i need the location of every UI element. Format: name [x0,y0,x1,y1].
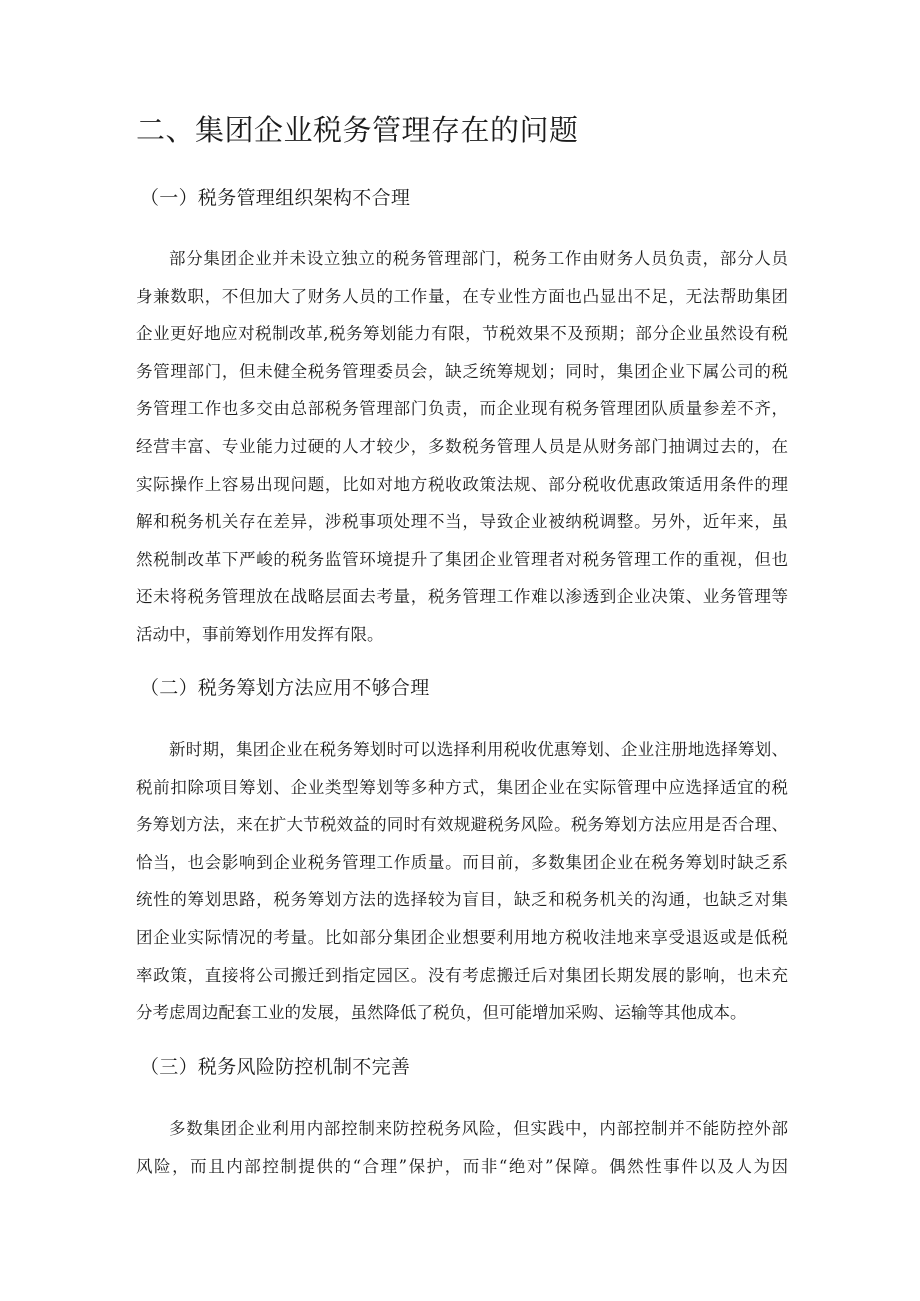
paragraph-line: 新时期，集团企业在税务筹划时可以选择利用税收优惠筹划、企业注册地选择筹划、 [169,740,788,759]
paragraph-line: 恰当，也会影响到企业税务管理工作质量。而目前，多数集团企业在税务筹划时缺乏系 [136,852,788,872]
paragraph-line: 务管理部门，但未健全税务管理委员会，缺乏统筹规划；同时，集团企业下属公司的税 [136,361,788,381]
paragraph-line: 解和税务机关存在差异，涉税事项处理不当，导致企业被纳税调整。另外，近年来，虽 [136,512,788,532]
section-2-paragraph [136,731,788,1032]
section-3-paragraph [136,1110,788,1185]
paragraph-line: 率政策，直接将公司搬迁到指定园区。没有考虑搬迁后对集团长期发展的影响，也未充 [136,965,788,985]
paragraph-line: 实际操作上容易出现问题，比如对地方税收政策法规、部分税收优惠政策适用条件的理 [136,474,788,494]
paragraph-line: 分考虑周边配套工业的发展，虽然降低了税负，但可能增加采购、运输等其他成本。 [136,1003,747,1023]
section-heading-1: （一）税务管理组织架构不合理 [140,187,411,209]
document-title: 二、集团企业税务管理存在的问题 [136,113,579,147]
paragraph-line: 务筹划方法，来在扩大节税效益的同时有效规避税务风险。税务筹划方法应用是否合理、 [136,815,788,835]
section-heading-2: （二）税务筹划方法应用不够合理 [140,677,430,699]
paragraph-line: 税前扣除项目筹划、企业类型筹划等多种方式，集团企业在实际管理中应选择适宜的税 [136,777,788,797]
paragraph-line: 团企业实际情况的考量。比如部分集团企业想要利用地方税收洼地来享受退返或是低税 [136,927,788,947]
paragraph-line: 身兼数职，不但加大了财务人员的工作量，在专业性方面也凸显出不足，无法帮助集团 [136,286,788,306]
paragraph-line: 活动中，事前筹划作用发挥有限。 [136,624,384,644]
paragraph-line: 经营丰富、专业能力过硬的人才较少，多数税务管理人员是从财务部门抽调过去的，在 [136,436,788,456]
paragraph-line: 多数集团企业利用内部控制来防控税务风险，但实践中，内部控制并不能防控外部 [169,1119,788,1138]
paragraph-line: 统性的筹划思路，税务筹划方法的选择较为盲目，缺乏和税务机关的沟通，也缺乏对集 [136,890,788,910]
paragraph-line: 还未将税务管理放在战略层面去考量，税务管理工作难以渗透到企业决策、业务管理等 [136,587,788,607]
paragraph-line: 部分集团企业并未设立独立的税务管理部门，税务工作由财务人员负责，部分人员 [169,249,788,268]
paragraph-line: 务管理工作也多交由总部税务管理部门负责，而企业现有税务管理团队质量参差不齐， [136,399,788,419]
section-1-paragraph [136,240,788,654]
paragraph-line: 风险，而且内部控制提供的“合理”保护，而非“绝对”保障。偶然性事件以及人为因 [136,1156,788,1176]
paragraph-line: 企业更好地应对税制改革,税务筹划能力有限，节税效果不及预期；部分企业虽然设有税 [136,324,788,344]
section-heading-3: （三）税务风险防控机制不完善 [140,1056,411,1078]
paragraph-line: 然税制改革下严峻的税务监管环境提升了集团企业管理者对税务管理工作的重视，但也 [136,549,788,569]
